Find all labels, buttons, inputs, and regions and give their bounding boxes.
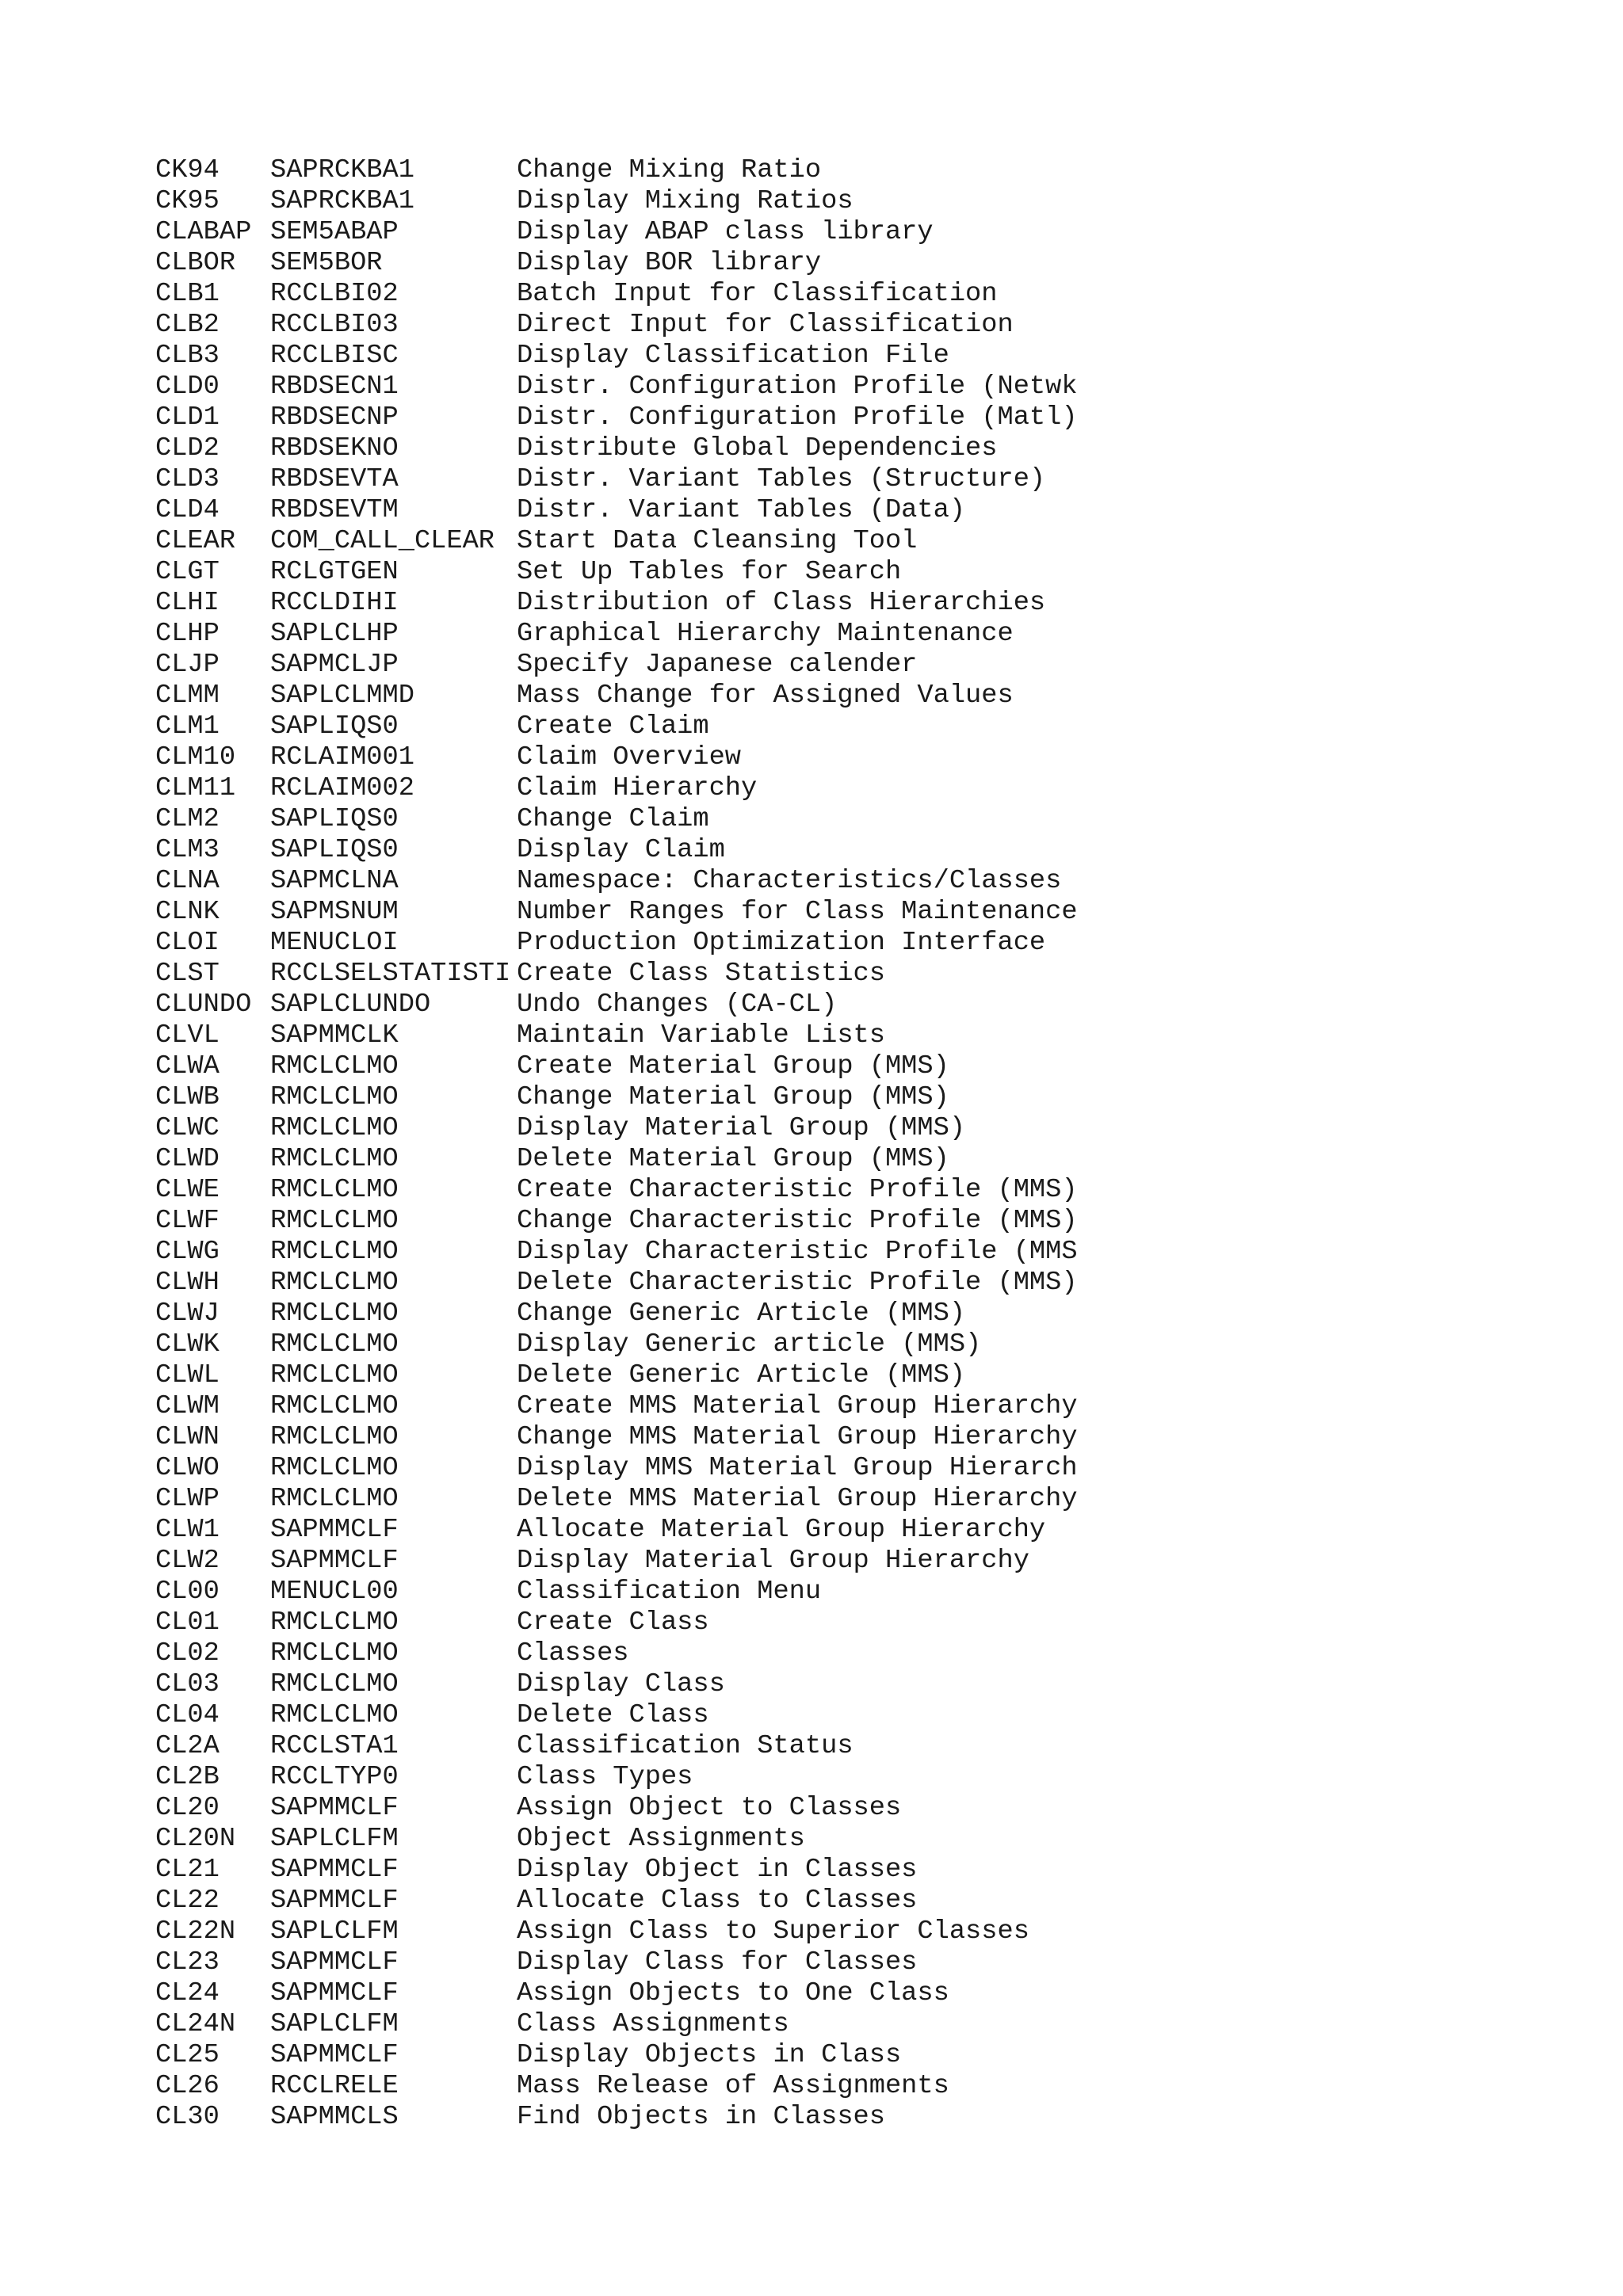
transaction-code: CLWN xyxy=(155,1422,220,1452)
transaction-code: CLD3 xyxy=(155,464,220,494)
transaction-code: CL03 xyxy=(155,1669,220,1699)
transaction-description: Class Types xyxy=(517,1762,693,1792)
program-name: RMCLCLMO xyxy=(270,1484,399,1514)
program-name: RBDSEKNO xyxy=(270,433,399,463)
transaction-code: CLABAP xyxy=(155,217,252,247)
transaction-code: CLST xyxy=(155,959,220,989)
transaction-code: CLWF xyxy=(155,1206,220,1236)
transaction-description: Delete Generic Article (MMS) xyxy=(517,1360,966,1390)
transaction-code: CLBOR xyxy=(155,248,236,278)
transaction-description: Allocate Class to Classes xyxy=(517,1886,918,1916)
program-name: RMCLCLMO xyxy=(270,1175,399,1205)
transaction-description: Display BOR library xyxy=(517,248,822,278)
transaction-code: CL04 xyxy=(155,1700,220,1730)
program-name: RMCLCLMO xyxy=(270,1113,399,1143)
transaction-description: Distribution of Class Hierarchies xyxy=(517,588,1046,618)
program-name: RMCLCLMO xyxy=(270,1268,399,1298)
program-name: SAPMCLJP xyxy=(270,650,399,680)
transaction-code: CLW1 xyxy=(155,1515,220,1545)
transaction-description: Claim Overview xyxy=(517,742,742,772)
transaction-code: CLM10 xyxy=(155,742,236,772)
program-name: RBDSEVTA xyxy=(270,464,399,494)
transaction-code: CL22N xyxy=(155,1917,236,1947)
program-name: MENUCL00 xyxy=(270,1577,399,1607)
transaction-description: Change Characteristic Profile (MMS) xyxy=(517,1206,1078,1236)
program-name: SAPRCKBA1 xyxy=(270,155,414,185)
transaction-description: Distr. Configuration Profile (Netwk xyxy=(517,372,1078,402)
transaction-code: CL01 xyxy=(155,1608,220,1638)
transaction-code: CL02 xyxy=(155,1638,220,1669)
transaction-description: Display MMS Material Group Hierarch xyxy=(517,1453,1078,1483)
transaction-description: Display ABAP class library xyxy=(517,217,934,247)
program-name: MENUCLOI xyxy=(270,928,399,958)
transaction-description: Distr. Configuration Profile (Matl) xyxy=(517,402,1078,433)
program-name: RMCLCLMO xyxy=(270,1700,399,1730)
transaction-description: Production Optimization Interface xyxy=(517,928,1046,958)
program-name: RCCLDIHI xyxy=(270,588,399,618)
transaction-description: Claim Hierarchy xyxy=(517,773,758,803)
program-name: RMCLCLMO xyxy=(270,1237,399,1267)
program-name: SAPMMCLF xyxy=(270,1515,399,1545)
transaction-description: Delete Characteristic Profile (MMS) xyxy=(517,1268,1078,1298)
program-name: RCCLBI03 xyxy=(270,310,399,340)
transaction-code: CL24N xyxy=(155,2009,236,2039)
transaction-code: CL20N xyxy=(155,1824,236,1854)
program-name: SAPMMCLF xyxy=(270,1855,399,1885)
transaction-description: Delete MMS Material Group Hierarchy xyxy=(517,1484,1078,1514)
program-name: RMCLCLMO xyxy=(270,1391,399,1421)
transaction-code: CLWO xyxy=(155,1453,220,1483)
transaction-code: CLWJ xyxy=(155,1299,220,1329)
program-name: RMCLCLMO xyxy=(270,1360,399,1390)
transaction-description: Display Mixing Ratios xyxy=(517,186,854,216)
transaction-code: CK94 xyxy=(155,155,220,185)
transaction-description: Distribute Global Dependencies xyxy=(517,433,998,463)
transaction-code: CLD1 xyxy=(155,402,220,433)
transaction-description: Object Assignments xyxy=(517,1824,805,1854)
transaction-code: CLOI xyxy=(155,928,220,958)
program-name: RMCLCLMO xyxy=(270,1206,399,1236)
program-name: RCLGTGEN xyxy=(270,557,399,587)
transaction-code: CK95 xyxy=(155,186,220,216)
transaction-code: CLW2 xyxy=(155,1546,220,1576)
transaction-code: CLM2 xyxy=(155,804,220,834)
program-name: SAPLCLFM xyxy=(270,1917,399,1947)
transaction-description: Display Class xyxy=(517,1669,725,1699)
transaction-code: CLWE xyxy=(155,1175,220,1205)
transaction-code: CLD2 xyxy=(155,433,220,463)
program-name: RMCLCLMO xyxy=(270,1299,399,1329)
program-name: SAPMMCLK xyxy=(270,1020,399,1051)
program-name: SAPMMCLS xyxy=(270,2102,399,2132)
transaction-code: CLB3 xyxy=(155,341,220,371)
transaction-description: Display Claim xyxy=(517,835,725,865)
transaction-code: CL22 xyxy=(155,1886,220,1916)
transaction-description: Class Assignments xyxy=(517,2009,789,2039)
transaction-description: Display Objects in Class xyxy=(517,2040,902,2070)
transaction-code: CLB1 xyxy=(155,279,220,309)
transaction-description: Change Generic Article (MMS) xyxy=(517,1299,966,1329)
transaction-description: Maintain Variable Lists xyxy=(517,1020,885,1051)
transaction-code: CL24 xyxy=(155,1978,220,2008)
program-name: SAPLCLMMD xyxy=(270,681,414,711)
transaction-description: Create Material Group (MMS) xyxy=(517,1051,949,1081)
program-name: SAPLIQS0 xyxy=(270,835,399,865)
program-name: SAPLIQS0 xyxy=(270,804,399,834)
transaction-description: Specify Japanese calender xyxy=(517,650,918,680)
transaction-code: CL2B xyxy=(155,1762,220,1792)
program-name: RMCLCLMO xyxy=(270,1669,399,1699)
transaction-code: CLWK xyxy=(155,1329,220,1360)
transaction-code: CLMM xyxy=(155,681,220,711)
program-name: SAPMMCLF xyxy=(270,2040,399,2070)
program-name: RCCLSTA1 xyxy=(270,1731,399,1761)
transaction-code: CLWP xyxy=(155,1484,220,1514)
transaction-description: Display Material Group Hierarchy xyxy=(517,1546,1029,1576)
transaction-description: Create MMS Material Group Hierarchy xyxy=(517,1391,1078,1421)
transaction-code: CL21 xyxy=(155,1855,220,1885)
program-name: RMCLCLMO xyxy=(270,1608,399,1638)
transaction-description: Display Classification File xyxy=(517,341,949,371)
transaction-code: CLWC xyxy=(155,1113,220,1143)
program-name: RBDSECN1 xyxy=(270,372,399,402)
program-name: RMCLCLMO xyxy=(270,1453,399,1483)
transaction-description: Undo Changes (CA-CL) xyxy=(517,990,838,1020)
transaction-description: Create Class Statistics xyxy=(517,959,885,989)
program-name: RCCLBI02 xyxy=(270,279,399,309)
transaction-code: CLD0 xyxy=(155,372,220,402)
transaction-description: Change Material Group (MMS) xyxy=(517,1082,949,1112)
transaction-code: CLUNDO xyxy=(155,990,252,1020)
transaction-description: Graphical Hierarchy Maintenance xyxy=(517,619,1014,649)
program-name: RMCLCLMO xyxy=(270,1422,399,1452)
transaction-description: Find Objects in Classes xyxy=(517,2102,885,2132)
transaction-code: CLVL xyxy=(155,1020,220,1051)
transaction-code: CLM1 xyxy=(155,711,220,742)
transaction-description: Display Material Group (MMS) xyxy=(517,1113,966,1143)
transaction-code: CLD4 xyxy=(155,495,220,525)
transaction-code: CLNK xyxy=(155,897,220,927)
program-name: SAPLCLFM xyxy=(270,2009,399,2039)
transaction-description: Direct Input for Classification xyxy=(517,310,1014,340)
transaction-code: CLWD xyxy=(155,1144,220,1174)
transaction-description: Mass Change for Assigned Values xyxy=(517,681,1014,711)
program-name: RMCLCLMO xyxy=(270,1329,399,1360)
transaction-description: Namespace: Characteristics/Classes xyxy=(517,866,1062,896)
transaction-code: CL2A xyxy=(155,1731,220,1761)
transaction-code: CL23 xyxy=(155,1947,220,1978)
transaction-code: CLHP xyxy=(155,619,220,649)
transaction-description: Batch Input for Classification xyxy=(517,279,998,309)
program-name: RMCLCLMO xyxy=(270,1051,399,1081)
transaction-description: Assign Objects to One Class xyxy=(517,1978,949,2008)
transaction-description: Create Claim xyxy=(517,711,709,742)
transaction-description: Distr. Variant Tables (Structure) xyxy=(517,464,1046,494)
program-name: SAPLCLUNDO xyxy=(270,990,431,1020)
program-name: RMCLCLMO xyxy=(270,1082,399,1112)
program-name: COM_CALL_CLEAR xyxy=(270,526,495,556)
transaction-description: Change MMS Material Group Hierarchy xyxy=(517,1422,1078,1452)
program-name: SAPMCLNA xyxy=(270,866,399,896)
transaction-code: CLGT xyxy=(155,557,220,587)
transaction-description: Display Class for Classes xyxy=(517,1947,918,1978)
program-name: RMCLCLMO xyxy=(270,1144,399,1174)
program-name: SAPMMCLF xyxy=(270,1546,399,1576)
transaction-description: Display Object in Classes xyxy=(517,1855,918,1885)
program-name: RCCLSELSTATISTI xyxy=(270,959,511,989)
transaction-code: CLNA xyxy=(155,866,220,896)
transaction-description: Create Characteristic Profile (MMS) xyxy=(517,1175,1078,1205)
transaction-description: Classification Status xyxy=(517,1731,854,1761)
program-name: RCCLTYP0 xyxy=(270,1762,399,1792)
transaction-description: Classes xyxy=(517,1638,629,1669)
transaction-code: CLM3 xyxy=(155,835,220,865)
transaction-description: Distr. Variant Tables (Data) xyxy=(517,495,966,525)
transaction-description: Start Data Cleansing Tool xyxy=(517,526,918,556)
transaction-code: CL20 xyxy=(155,1793,220,1823)
transaction-description: Change Claim xyxy=(517,804,709,834)
transaction-code: CLJP xyxy=(155,650,220,680)
program-name: SAPLIQS0 xyxy=(270,711,399,742)
transaction-description: Number Ranges for Class Maintenance xyxy=(517,897,1078,927)
transaction-code: CLWB xyxy=(155,1082,220,1112)
transaction-description: Assign Class to Superior Classes xyxy=(517,1917,1029,1947)
transaction-code: CLEAR xyxy=(155,526,236,556)
program-name: SAPLCLFM xyxy=(270,1824,399,1854)
transaction-code: CL25 xyxy=(155,2040,220,2070)
program-name: SAPRCKBA1 xyxy=(270,186,414,216)
program-name: SAPMMCLF xyxy=(270,1978,399,2008)
transaction-code: CLWL xyxy=(155,1360,220,1390)
program-name: SAPLCLHP xyxy=(270,619,399,649)
transaction-code: CL26 xyxy=(155,2071,220,2101)
transaction-code: CLWM xyxy=(155,1391,220,1421)
transaction-code: CLWH xyxy=(155,1268,220,1298)
program-name: RCLAIM001 xyxy=(270,742,414,772)
transaction-description: Assign Object to Classes xyxy=(517,1793,902,1823)
program-name: SAPMMCLF xyxy=(270,1947,399,1978)
transaction-description: Change Mixing Ratio xyxy=(517,155,822,185)
transaction-code: CL00 xyxy=(155,1577,220,1607)
program-name: SEM5BOR xyxy=(270,248,383,278)
transaction-code: CLB2 xyxy=(155,310,220,340)
transaction-code: CLM11 xyxy=(155,773,236,803)
transaction-code: CLWA xyxy=(155,1051,220,1081)
program-name: RCCLBISC xyxy=(270,341,399,371)
transaction-code: CLHI xyxy=(155,588,220,618)
transaction-description: Set Up Tables for Search xyxy=(517,557,902,587)
program-name: SAPMSNUM xyxy=(270,897,399,927)
transaction-description: Display Characteristic Profile (MMS xyxy=(517,1237,1078,1267)
program-name: RBDSECNP xyxy=(270,402,399,433)
transaction-description: Allocate Material Group Hierarchy xyxy=(517,1515,1046,1545)
program-name: RBDSEVTM xyxy=(270,495,399,525)
program-name: RMCLCLMO xyxy=(270,1638,399,1669)
transaction-description: Delete Material Group (MMS) xyxy=(517,1144,949,1174)
transaction-description: Display Generic article (MMS) xyxy=(517,1329,982,1360)
transaction-description: Delete Class xyxy=(517,1700,709,1730)
transaction-description: Classification Menu xyxy=(517,1577,822,1607)
program-name: SAPMMCLF xyxy=(270,1793,399,1823)
program-name: SEM5ABAP xyxy=(270,217,399,247)
program-name: RCLAIM002 xyxy=(270,773,414,803)
program-name: RCCLRELE xyxy=(270,2071,399,2101)
transaction-code: CLWG xyxy=(155,1237,220,1267)
transaction-description: Create Class xyxy=(517,1608,709,1638)
program-name: SAPMMCLF xyxy=(270,1886,399,1916)
transaction-description: Mass Release of Assignments xyxy=(517,2071,949,2101)
transaction-code: CL30 xyxy=(155,2102,220,2132)
